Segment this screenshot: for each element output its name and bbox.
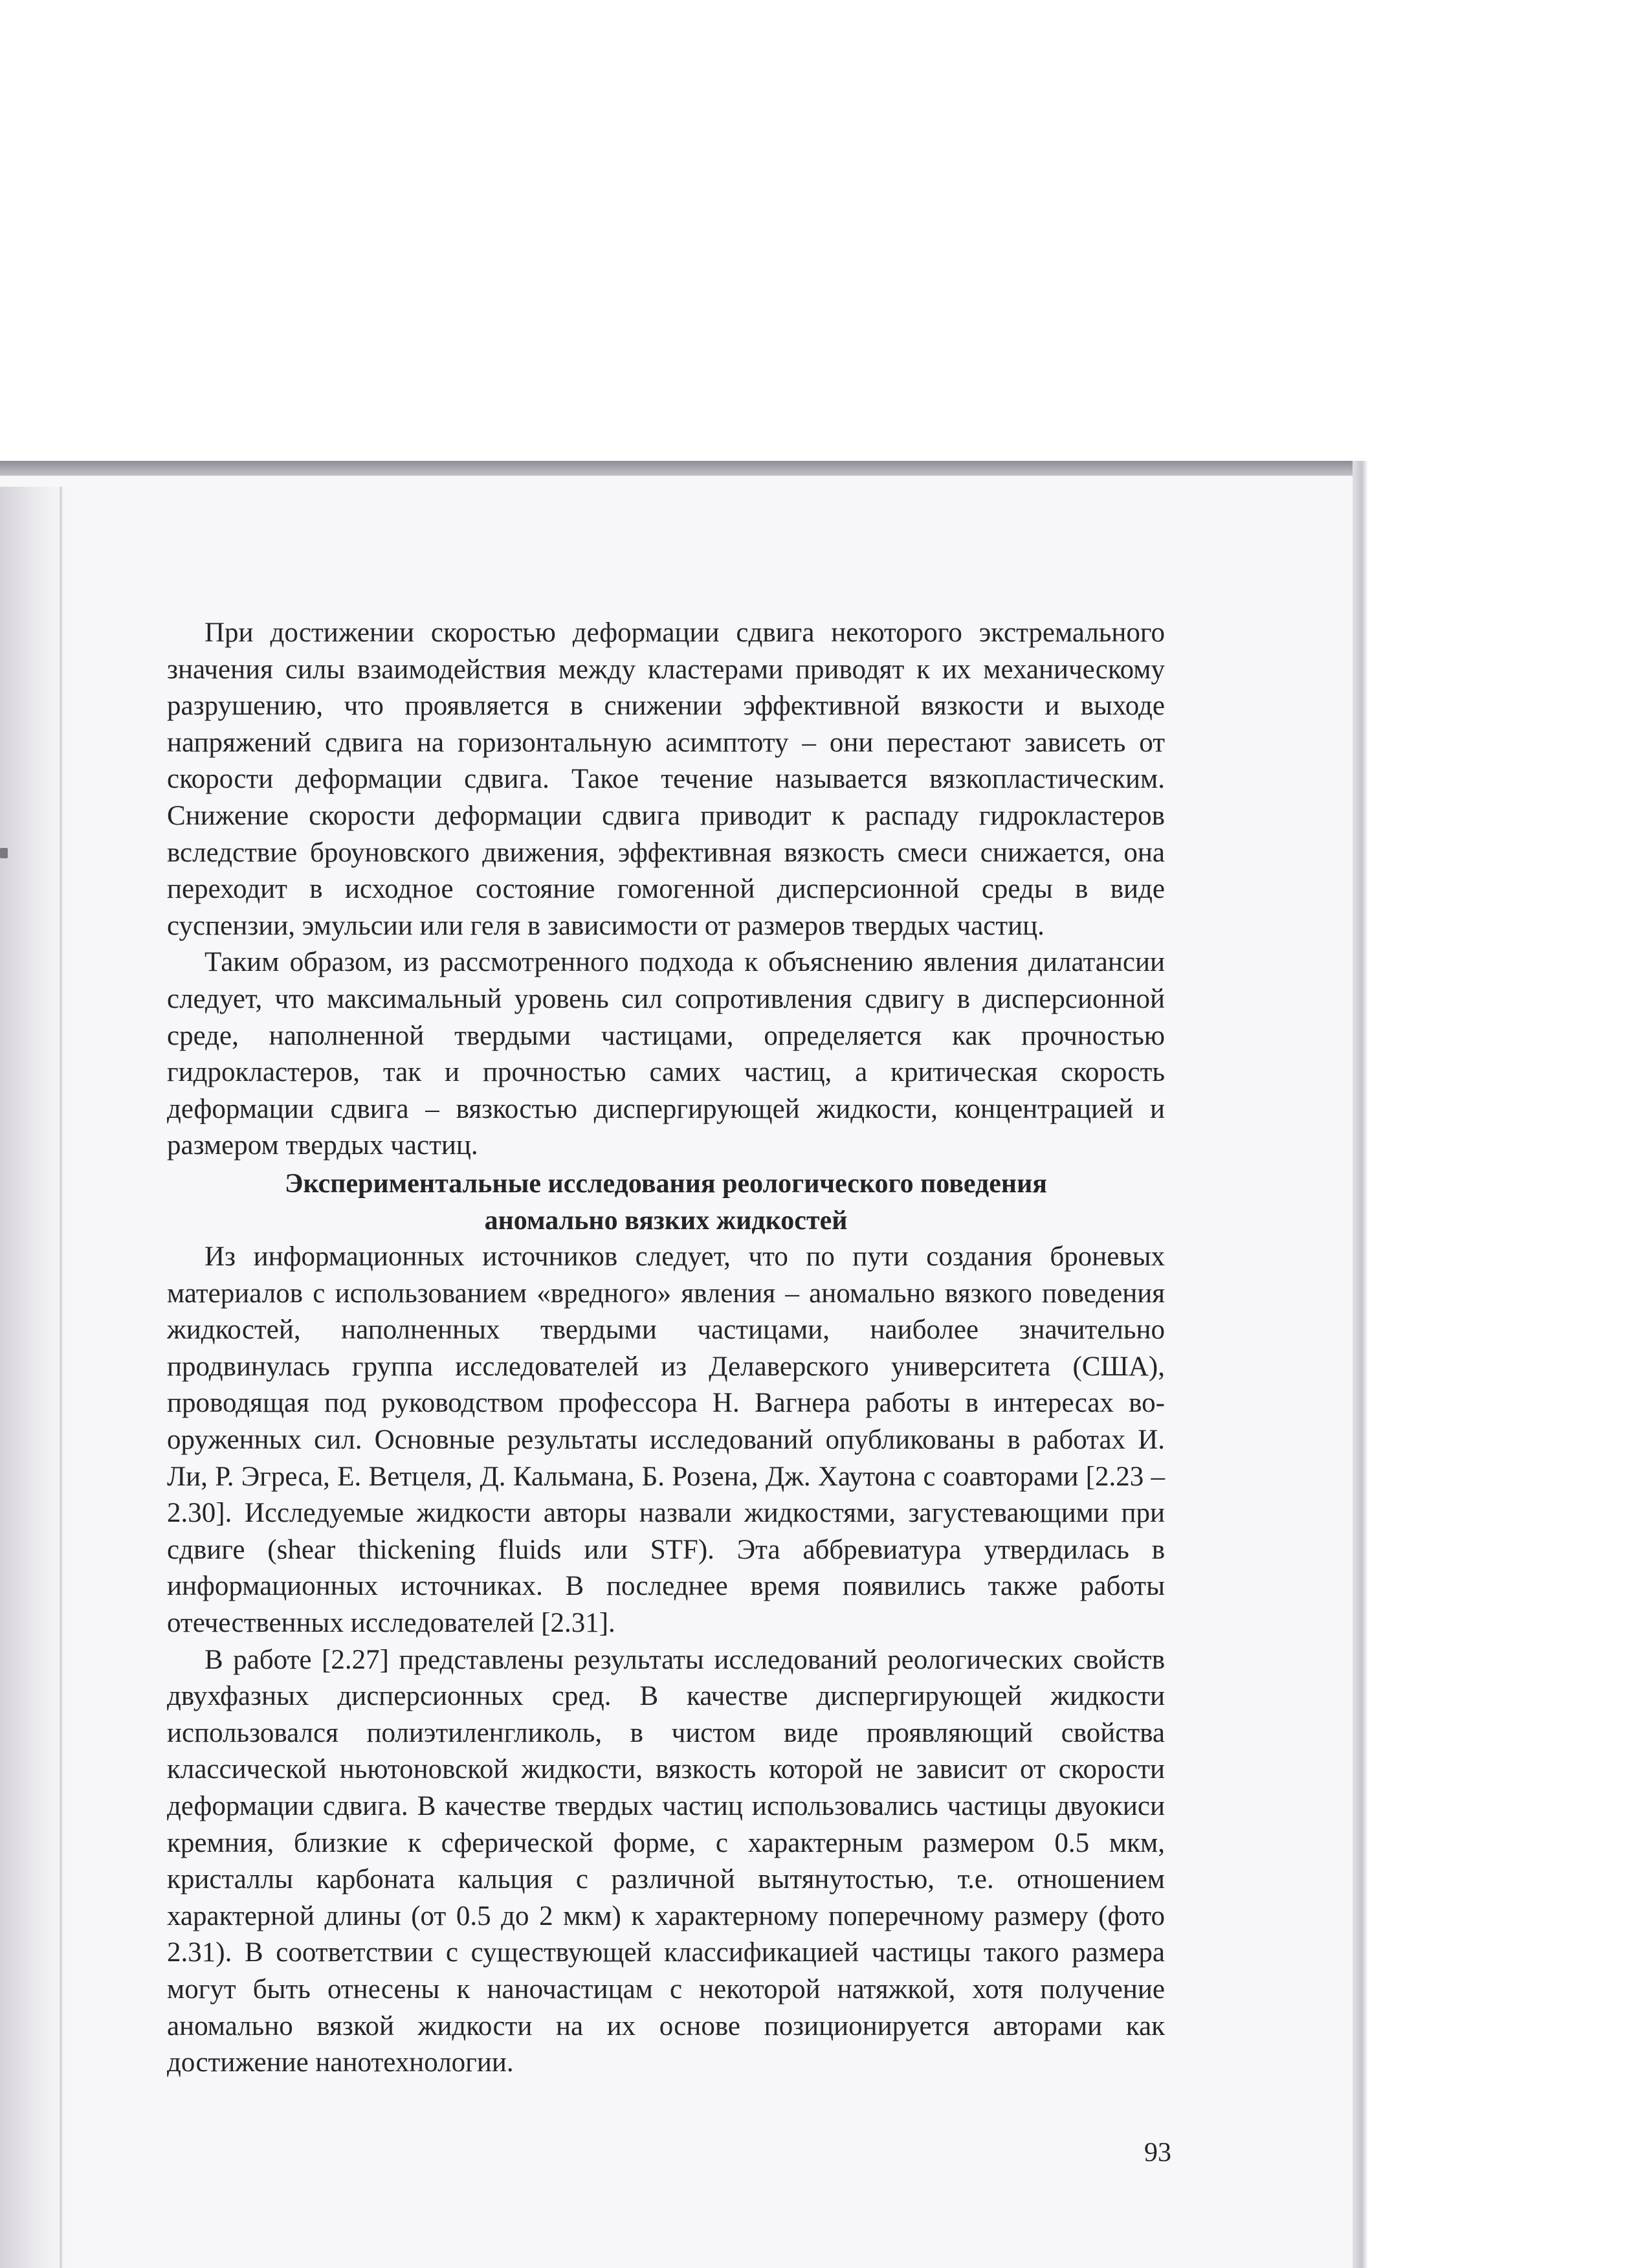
paragraph-2: Таким образом, из рассмотренного подхода к объяснению явления дилатансии следует, что максимальный уровень сил сопротивления сдвигу в дисперсионной среде, наполненной твердыми частицами, определяется как прочностью гидрокластеров, так и прочностью самих частиц, а критическая скорость деформации сдвига – вязкостью диспергирующей жидкости, концентрацией и размером твердых частиц. (167, 947, 1165, 1161)
page-text-block (167, 615, 1165, 2082)
paragraph-3: Из информационных источников следует, что по пути создания броневых материалов с использованием «вредного» явления – аномально вязкого поведения жидкостей, наполненных твердыми частицами, наиболее значительно продвинулась группа исследователей из Делаверского университета (США), проводящая под руководством профессора Н. Вагнера работы в интересах вооруженных сил. Основные результаты исследований опубликованы в работах И. Ли, Р. Эгреса, Е. Ветцеля, Д. Кальмана, Б. Розена, Дж. Хаутона с соавторами [2.23 – 2.30]. Исследуемые жидкости авторы назвали жидкостями, загустевающими при сдвиге (shear thickening fluids или STF). Эта аббревиатура утвердилась в информационных источниках. В последнее время появились также работы отечественных исследователей [2.31]. (167, 1241, 1165, 1639)
section-heading-line-1: Экспериментальные исследования реологического поведения (284, 1168, 1048, 1199)
scan-artifact-mark (0, 848, 8, 858)
paragraph-4: В работе [2.27] представлены результаты исследований реологических свойств двухфазных дисперсионных сред. В качестве диспергирующей жидкости использовался полиэтиленгликоль, в чистом виде проявляющий свойства классической ньютоновской жидкости, вязкость которой не зависит от скорости деформации сдвига. В качестве твердых частиц использовались частицы двуокиси кремния, близкие к сферической форме, с характерным размером 0.5 мкм, кристаллы карбоната кальция с различной вытянутостью, т.е. отношением характерной длины (от 0.5 до 2 мкм) к характерному поперечному размеру (фото 2.31). В соответствии с существующей классификацией частицы такого размера могут быть отнесены к наночастицам с некоторой натяжкой, хотя получение аномально вязкой жидкости на их основе позиционируется авторами как достижение нанотехнологии. (167, 1644, 1165, 2078)
book-spine-line (60, 487, 62, 2268)
page-number: 93 (1144, 2138, 1171, 2168)
paragraph-1: При достижении скоростью деформации сдвига некоторого экстремального значения силы взаимодействия между кластерами приводят к их механическому разрушению, что проявляется в снижении эффективной вязкости и выходе напряжений сдвига на горизонтальную асимптоту – они перестают зависеть от скорости деформации сдвига. Такое течение называется вязкопластическим. Снижение скорости деформации сдвига приводит к распаду гидрокластеров вследствие броуновского движения, эффективная вязкость смеси снижается, она переходит в исходное состояние гомогенной дисперсионной среды в виде суспензии, эмульсии или геля в зависимости от размеров твердых частиц. (167, 617, 1165, 941)
book-spine-shadow (0, 487, 78, 2268)
section-heading-line-2: аномально вязких жидкостей (484, 1205, 848, 1236)
page-right-edge (1353, 461, 1368, 2268)
section-heading (167, 1166, 1165, 1239)
